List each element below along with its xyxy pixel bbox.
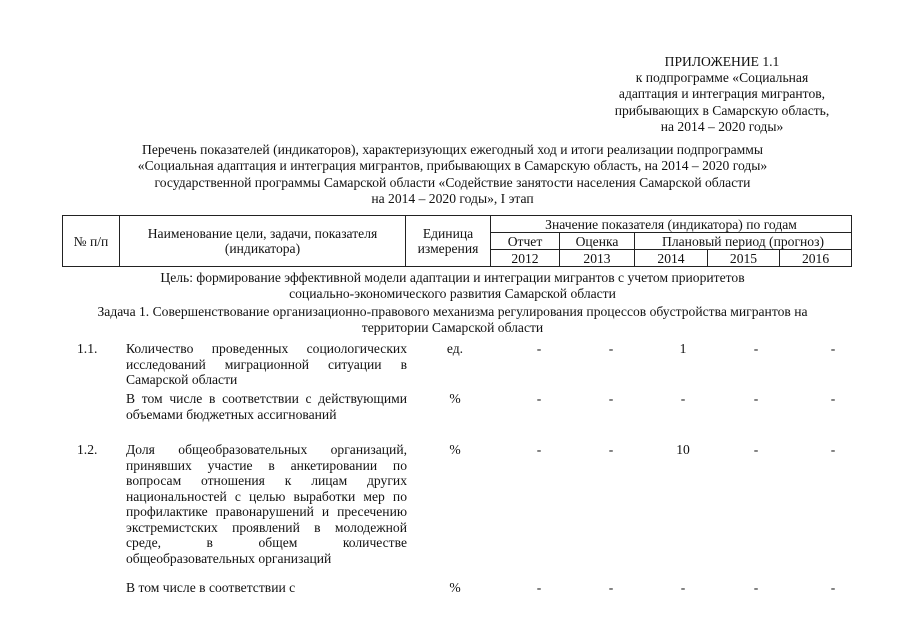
header-num: № п/п <box>63 216 120 267</box>
title-line: «Социальная адаптация и интеграция мигрантов, прибывающих в Самарскую область, на 2014 – 2020 годы» <box>137 158 768 174</box>
task-line-1: Задача 1. Совершенствование организационно-правового механизма регулирования процессов обустройства мигрантов на <box>97 304 808 319</box>
row-value-2012: - <box>536 580 542 595</box>
appendix-header <box>596 54 848 135</box>
row-number: 1.1. <box>77 341 98 356</box>
header-year: 2014 <box>635 250 708 267</box>
row-value-2016: - <box>830 442 836 457</box>
row-unit: % <box>449 580 461 595</box>
appendix-line: ПРИЛОЖЕНИЕ 1.1 <box>664 54 780 69</box>
goal-line-2: социально-экономического развития Самарской области <box>289 286 616 301</box>
row-value-2015: - <box>753 580 759 595</box>
row-value-2015: - <box>753 391 759 406</box>
row-value-2016: - <box>830 580 836 595</box>
indicator-table-header <box>62 215 852 267</box>
row-value-2014: 1 <box>679 341 687 356</box>
header-plan: Плановый период (прогноз) <box>635 233 852 250</box>
row-value-2013: - <box>608 391 614 406</box>
header-year: 2015 <box>708 250 780 267</box>
row-unit: % <box>449 442 461 457</box>
goal-line-1: Цель: формирование эффективной модели адаптации и интеграции мигрантов с учетом приоритетов <box>160 270 745 285</box>
row-value-2012: - <box>536 442 542 457</box>
header-report: Отчет <box>491 233 560 250</box>
row-value-2013: - <box>608 580 614 595</box>
header-estimate: Оценка <box>560 233 635 250</box>
row-description: В том числе в соответствии с <box>126 580 296 595</box>
header-year: 2016 <box>780 250 852 267</box>
header-unit: Единица измерения <box>406 216 491 267</box>
row-value-2014: 10 <box>676 442 690 457</box>
row-value-2015: - <box>753 442 759 457</box>
row-unit: % <box>449 391 461 406</box>
row-description: Доля общеобразовательных организаций, принявших участие в анкетировании по вопросам отношения к лицам других национальностей с целью выработки мер по профилактике правонарушений и пресечению экстремистских проявлений в молодежной среде, в общем количестве общеобразовательных организаций <box>126 442 407 566</box>
row-value-2013: - <box>608 442 614 457</box>
appendix-line: к подпрограмме «Социальная <box>635 70 809 86</box>
appendix-line: прибывающих в Самарскую область, <box>614 102 830 118</box>
appendix-line: адаптация и интеграция мигрантов, <box>618 86 826 102</box>
row-value-2016: - <box>830 391 836 406</box>
title-line: государственной программы Самарской области «Содействие занятости населения Самарской области <box>154 174 751 190</box>
header-year: 2013 <box>560 250 635 267</box>
row-number: 1.2. <box>77 442 98 457</box>
row-unit: ед. <box>446 341 464 356</box>
task-line-2: территории Самарской области <box>361 320 544 335</box>
title-line: Перечень показателей (индикаторов), характеризующих ежегодный ход и итоги реализации подпрограммы <box>142 142 763 157</box>
row-value-2012: - <box>536 341 542 356</box>
row-value-2014: - <box>680 391 686 406</box>
row-value-2016: - <box>830 341 836 356</box>
header-year: 2012 <box>491 250 560 267</box>
header-values-title: Значение показателя (индикатора) по годам <box>491 216 852 233</box>
document-title <box>40 142 865 208</box>
appendix-line: на 2014 – 2020 годы» <box>660 118 784 134</box>
title-line: на 2014 – 2020 годы», I этап <box>371 191 534 207</box>
row-value-2012: - <box>536 391 542 406</box>
row-description: Количество проведенных социологических исследований миграционной ситуации в Самарской области <box>126 341 407 387</box>
row-value-2013: - <box>608 341 614 356</box>
row-value-2015: - <box>753 341 759 356</box>
row-description: В том числе в соответствии с действующими объемами бюджетных ассигнований <box>126 391 407 422</box>
row-value-2014: - <box>680 580 686 595</box>
header-name: Наименование цели, задачи, показателя (индикатора) <box>120 216 406 267</box>
